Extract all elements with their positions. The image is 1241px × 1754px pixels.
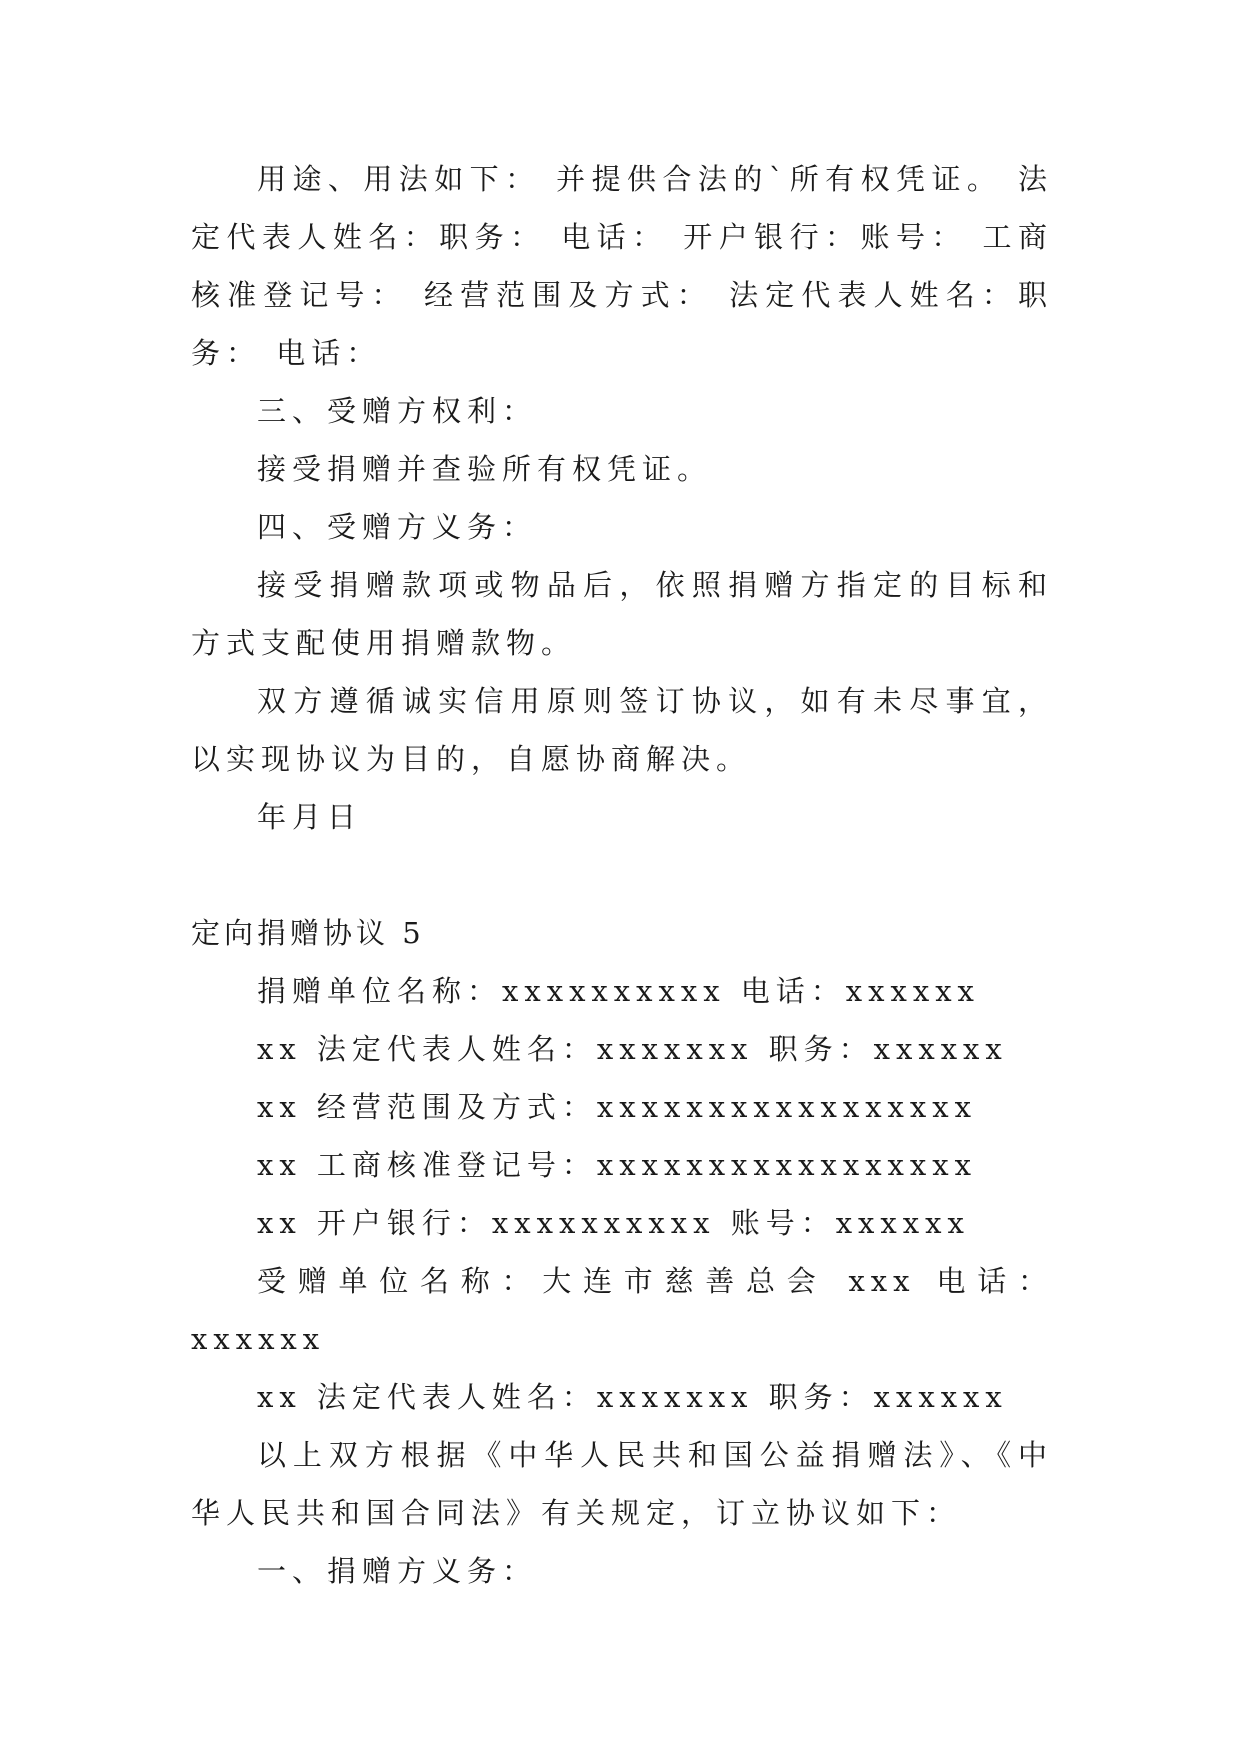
heading-recipient-duties: 四、受赠方义务： xyxy=(257,510,538,544)
donor-business-scope-line: xx 经营范围及方式：xxxxxxxxxxxxxxxxx xyxy=(257,1090,977,1124)
date-line: 年月日 xyxy=(257,800,363,834)
spacer xyxy=(191,846,1053,904)
donor-registration-line: xx 工商核准登记号：xxxxxxxxxxxxxxxxx xyxy=(257,1148,977,1182)
paragraph-good-faith: 双方遵循诚实信用原则签订协议，如有未尽事宜，以实现协议为目的，自愿协商解决。 xyxy=(191,684,1053,776)
donor-representative-line: xx 法定代表人姓名：xxxxxxx 职务：xxxxxx xyxy=(257,1032,1008,1066)
recipient-representative-line: xx 法定代表人姓名：xxxxxxx 职务：xxxxxx xyxy=(257,1380,1008,1414)
heading-donor-duties: 一、捐赠方义务： xyxy=(257,1554,538,1588)
paragraph-usage: 用途、用法如下： 并提供合法的`所有权凭证。 法定代表人姓名：职务： 电话： 开户银行：账号： 工商核准登记号： 经营范围及方式： 法定代表人姓名：职务： 电话： xyxy=(191,162,1053,370)
recipient-name-line: 受赠单位名称：大连市慈善总会 xxx 电话：xxxxxx xyxy=(191,1264,1053,1356)
document-body xyxy=(191,150,1053,1600)
paragraph-recipient-duties: 接受捐赠款项或物品后，依照捐赠方指定的目标和方式支配使用捐赠款物。 xyxy=(191,568,1053,660)
section-title: 定向捐赠协议 5 xyxy=(191,916,425,950)
donor-bank-line: xx 开户银行：xxxxxxxxxx 账号：xxxxxx xyxy=(257,1206,970,1240)
legal-basis-paragraph: 以上双方根据《中华人民共和国公益捐赠法》、《中华人民共和国合同法》有关规定，订立协议如下： xyxy=(191,1438,1053,1530)
donor-name-line: 捐赠单位名称：xxxxxxxxxx 电话：xxxxxx xyxy=(257,974,980,1008)
paragraph-recipient-rights: 接受捐赠并查验所有权凭证。 xyxy=(257,452,713,486)
heading-recipient-rights: 三、受赠方权利： xyxy=(257,394,538,428)
